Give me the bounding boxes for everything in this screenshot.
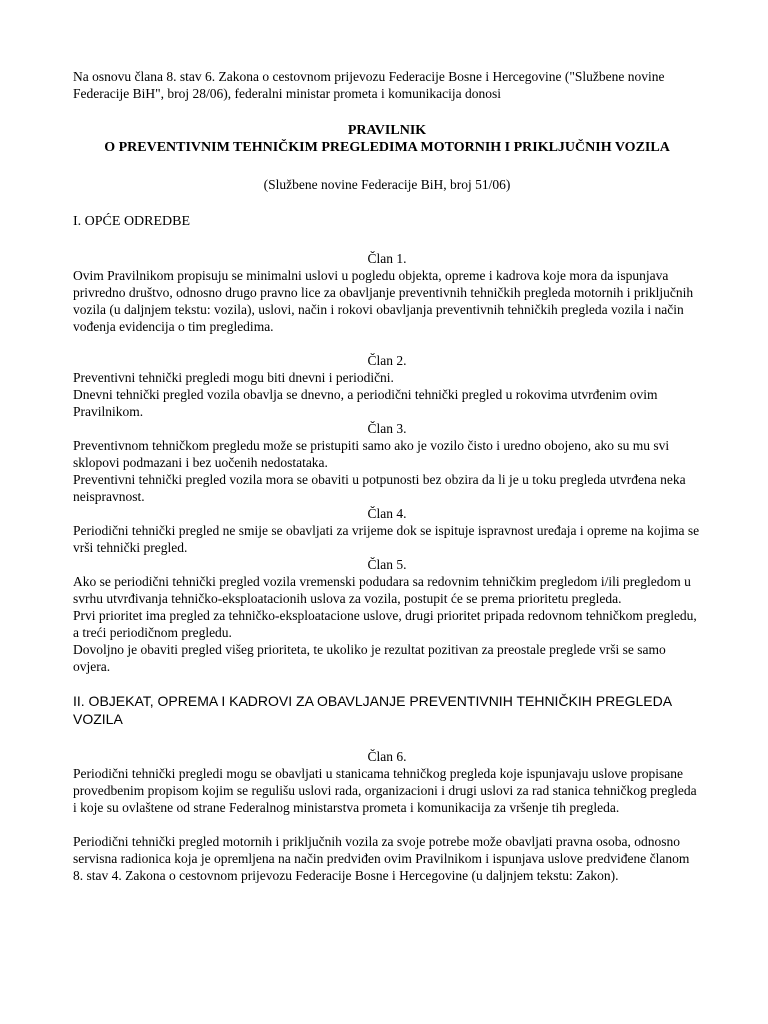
article-6-paragraph-1: Periodični tehnički pregledi mogu se obavljati u stanicama tehničkog pregleda koje ispunjavaju uslove propisane provedbenim propisom kojim se regulišu uslovi rada, organizacioni i drugi uslovi za rad stanica tehničkog pregleda i koje su ovlaštene od strane Federalnog ministarstva prometa i komunikacija za vršenje tih pregleda. xyxy=(73,766,697,815)
article-6-label: Član 6. xyxy=(367,749,407,764)
article-3-paragraph-1: Preventivnom tehničkom pregledu može se pristupiti samo ako je vozilo čisto i uredno obojeno, ako su mu svi sklopovi podmazani i bez uočenih nedostataka. xyxy=(73,438,670,470)
section-1-heading: I. OPĆE ODREDBE xyxy=(73,214,191,229)
article-6-paragraph-2: Periodični tehnički pregled motornih i priključnih vozila za svoje potrebe može obavljati pravna osoba, odnosno servisna radionica koja je opremljena na način predviđen ovim Pravilnikom i ispunjava uslove predviđene članom 8. stav 4. Zakona o cestovnom prijevozu Federacije Bosne i Hercegovine (u daljnjem tekstu: Zakon). xyxy=(73,834,690,883)
document-title xyxy=(73,122,701,156)
article-2-paragraph-2: Dnevni tehnički pregled vozila obavlja se dnevno, a periodični tehnički pregled u rokovima utvrđenim ovim Pravilnikom. xyxy=(73,387,658,419)
title-line-1: PRAVILNIK xyxy=(347,123,427,138)
article-2 xyxy=(73,352,701,420)
section-2-heading: II. OBJEKAT, OPREMA I KADROVI ZA OBAVLJANJE PREVENTIVNIH TEHNIČKIH PREGLEDA VOZILA xyxy=(73,693,672,727)
article-1 xyxy=(73,250,701,335)
article-3-label: Član 3. xyxy=(367,421,407,436)
article-2-paragraph-1: Preventivni tehnički pregledi mogu biti dnevni i periodični. xyxy=(73,370,394,385)
article-5-paragraph-1: Ako se periodični tehnički pregled vozila vremenski podudara sa redovnim tehničkim pregledom i/ili pregledom u svrhu utvrđivanja tehničko-eksploatacionih uslova za vozila, postupit će se prema prioritetu pregleda. xyxy=(73,574,691,606)
article-4-paragraph-1: Periodični tehnički pregled ne smije se obavljati za vrijeme dok se ispituje ispravnost uređaja i opreme na kojima se vrši tehnički pregled. xyxy=(73,523,700,555)
article-3 xyxy=(73,420,701,505)
article-6 xyxy=(73,748,701,884)
article-1-label: Član 1. xyxy=(367,251,407,266)
article-5-paragraph-3: Dovoljno je obaviti pregled višeg prioriteta, te ukoliko je rezultat pozitivan za preostale preglede vrši se samo ovjera. xyxy=(73,642,666,674)
article-2-label: Član 2. xyxy=(367,353,407,368)
gazette-reference: (Službene novine Federacije BiH, broj 51/06) xyxy=(263,177,511,192)
preamble: Na osnovu člana 8. stav 6. Zakona o cestovnom prijevozu Federacije Bosne i Hercegovine ("Službene novine Federacije BiH", broj 28/06), federalni ministar prometa i komunikacija donosi xyxy=(73,69,665,101)
article-5-paragraph-2: Prvi prioritet ima pregled za tehničko-eksploatacione uslove, drugi prioritet pripada redovnom tehničkom pregledu, a treći periodičnom pregledu. xyxy=(73,608,697,640)
document-body xyxy=(73,68,701,884)
title-line-2: O PREVENTIVNIM TEHNIČKIM PREGLEDIMA MOTORNIH I PRIKLJUČNIH VOZILA xyxy=(104,140,670,155)
article-3-paragraph-2: Preventivni tehnički pregled vozila mora se obaviti u potpunosti bez obzira da li je u toku pregleda utvrđena neka neispravnost. xyxy=(73,472,686,504)
article-5-label: Član 5. xyxy=(367,557,407,572)
article-1-paragraph-1: Ovim Pravilnikom propisuju se minimalni uslovi u pogledu objekta, opreme i kadrova koje mora da ispunjava privredno društvo, odnosno drugo pravno lice za obavljanje preventivnih tehničkih pregleda motornih i priključnih vozila (u daljnjem tekstu: vozila), uslovi, način i rokovi obavljanja preventivnih tehničkih pregleda vozila i način vođenja evidencija o tim pregledima. xyxy=(73,268,694,334)
article-4-label: Član 4. xyxy=(367,506,407,521)
article-5 xyxy=(73,556,701,675)
article-4 xyxy=(73,505,701,556)
